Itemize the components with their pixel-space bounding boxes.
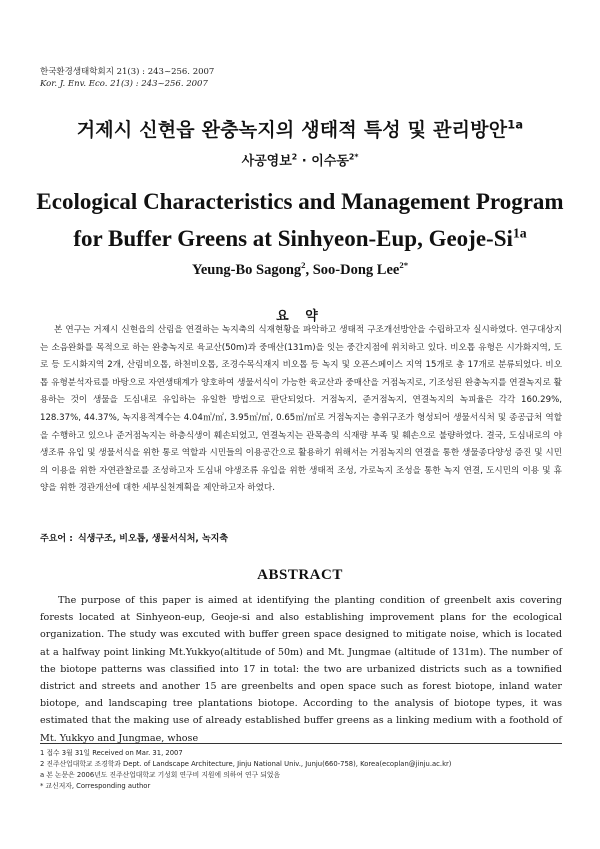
english-author-1-mark: 2 [301, 260, 306, 271]
keywords [40, 531, 562, 544]
footnote-affiliation: 2 진주산업대학교 조경학과 Dept. of Landscape Architecture, Jinju National Univ., Junju(660-758), Korea(ecoplan@jinju.ac.kr) [40, 760, 452, 768]
keywords-label: 주요어 : [40, 534, 73, 544]
english-author-2: Soo-Dong Lee [312, 262, 400, 278]
english-title [0, 183, 600, 257]
english-title-line-1: Ecological Characteristics and Management Program [36, 189, 564, 214]
footnote-funding: a 본 논문은 2006년도 진주산업대학교 기성회 연구비 지원에 의하여 연구 되었음 [40, 771, 281, 779]
korean-author-1: 사공영보 [241, 154, 292, 169]
english-author-separator: , [305, 262, 313, 278]
english-author-2-mark: 2* [399, 260, 409, 271]
english-abstract-heading: ABSTRACT [257, 567, 343, 583]
footnote-received: 1 접수 3월 31일 Received on Mar. 31, 2007 [40, 749, 183, 757]
journal-citation-korean: 한국환경생태학회지 21(3) : 243~256. 2007 [40, 67, 215, 77]
korean-abstract-body: 본 연구는 거제시 신현읍의 산림을 연결하는 녹지축의 식재현황을 파악하고 생태적 구조개선방안을 수립하고자 실시하였다. 연구대상지는 소음완화를 목적으로 하는 완충녹지로 육교산(50m)과 중매산(131m)을 잇는 중간지점에 위치하고 있다. 비오톱 유형은 시가화지역, 도로 등 도시화지역 2개, 산림비오톱, 하천비오톱, 조경수목식재지 비오톱 등 녹지 및 오픈스페이스 지역 15개로 총 17개로 분류되었다. 비오톱 유형분석자료를 바탕으로 자연생태계가 양호하여 생물서식이 가능한 육교산과 중매산을 거점녹지로, 기조성된 완충녹지를 연결녹지로 활용하는 것이 생물을 도심내로 유입하는 유일한 방법으로 판단되었다. 거점녹지, 준거점녹지, 연결녹지의 녹피율은 각각 160.29%, 128.37%, 44.37%, 녹지용적계수는 4.04㎥/㎡, 3.95㎥/㎡, 0.65㎥/㎡로 거점녹지는 층위구조가 형성되어 생물서식처 및 종공급처 역할을 수행하고 있으나 준거점녹지는 하층식생이 훼손되었고, 연결녹지는 관목층의 식재량 부족 및 훼손으로 불량하였다. 결국, 도심내로의 야생조류 유입 및 생물서식을 위한 통로 역할과 시민들의 이용공간으로 활용하기 위해서는 거점녹지의 연결을 통한 생물종다양성 증진 및 시민의 이용을 위한 자연관찰로를 조성하고자 도심내 야생조류 유입을 위한 생태적 조성, 가로녹지 조성을 통한 녹지 연결, 도시민의 이용 및 휴양을 위한 경관개선에 대한 세부실천계획을 제안하고자 하였다. [40, 325, 562, 494]
journal-citation [40, 66, 214, 90]
english-authors [0, 262, 600, 279]
english-title-footnote-mark: 1a [512, 225, 527, 241]
korean-abstract-heading: 요 약 [276, 309, 324, 324]
korean-author-1-mark: 2 [291, 152, 298, 162]
english-title-line-2-text: for Buffer Greens at Sinhyeon-Eup, Geoje-Si [73, 226, 513, 251]
korean-title-text: 거제시 신현읍 완충녹지의 생태적 특성 및 관리방안 [76, 119, 508, 141]
korean-author-separator: · [297, 154, 312, 169]
english-title-line-2 [0, 220, 600, 257]
journal-citation-english: Kor. J. Env. Eco. 21(3) : 243~256. 2007 [40, 79, 208, 89]
korean-title [0, 115, 600, 142]
korean-authors [0, 150, 600, 169]
korean-author-2-mark: 2* [348, 152, 359, 162]
footnote-corresponding-author: * 교신저자, Corresponding author [40, 782, 151, 790]
english-abstract-body: The purpose of this paper is aimed at identifying the planting condition of greenbelt axis covering forests located at Sinhyeon-eup, Geoje-si and also establishing improvement plans for the ecological organization. The study was excuted with buffer green space designed to mitigate noise, which is located at a halfway point linking Mt.Yukkyo(altitude of 50m) and Mt. Jungmae (altitude of 131m). The number of the biotope patterns was classified into 17 in total: the two are urbanized districts such as a townified district and streets and another 15 are greenbelts and open space such as forest biotope, inland water biotope, and landscaping tree plantations biotope. According to the analysis of biotope types, it was estimated that the making use of already established buffer greens as a linking medium with a foothold of Mt. Yukkyo and Jungmae, whose [40, 595, 562, 744]
keywords-text: 식생구조, 비오톱, 생물서식처, 녹지축 [77, 534, 229, 544]
korean-author-2: 이수동 [311, 154, 349, 169]
english-author-1: Yeung-Bo Sagong [191, 262, 302, 278]
footnotes [40, 743, 562, 792]
korean-title-footnote-mark: 1a [507, 117, 524, 132]
